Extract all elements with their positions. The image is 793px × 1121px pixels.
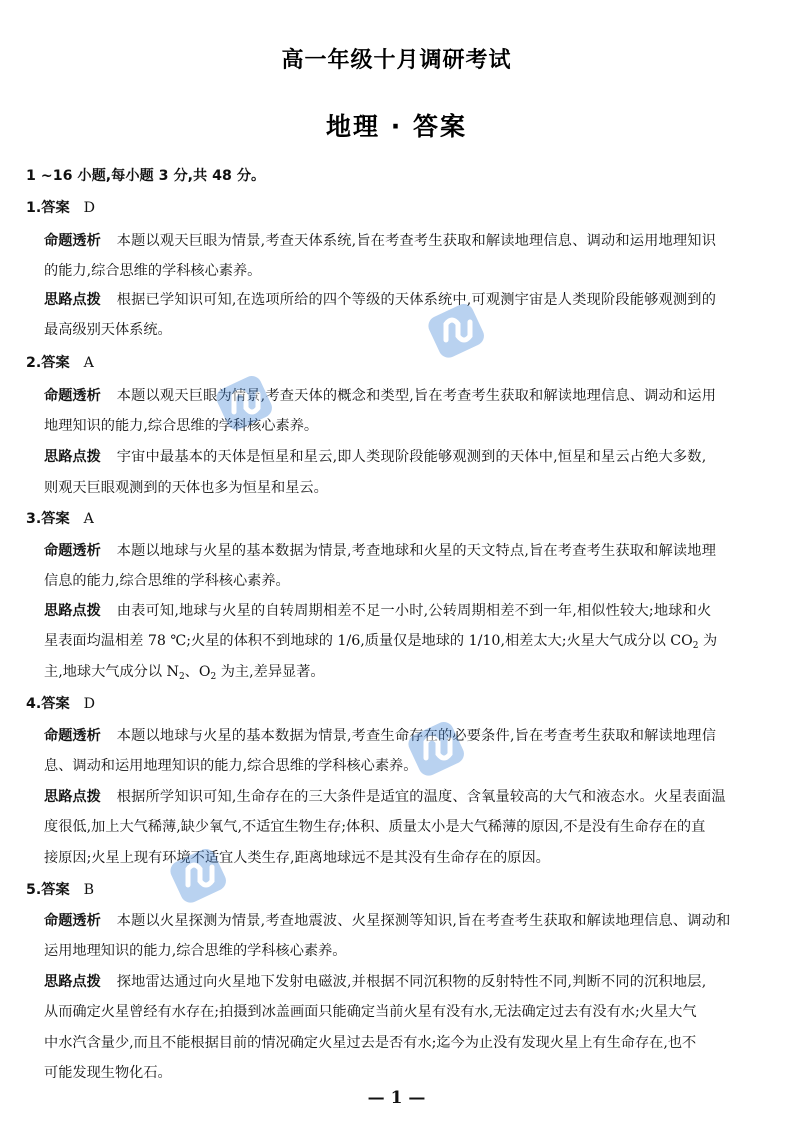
question-2-header	[26, 353, 94, 373]
analysis-label: 命题透析	[44, 913, 101, 929]
subject-title: 地理 · 答案	[326, 112, 467, 141]
q2-analysis-text-1: 本题以观天巨眼为情景,考查天体的概念和类型,旨在考查考生获取和解读地理信息、调动和运用	[116, 388, 717, 404]
q1-hint-line-1	[44, 290, 760, 310]
q4-analysis-line-2: 息、调动和运用地理知识的能力,综合思维的学科核心素养。	[44, 758, 418, 774]
exam-title: 高一年级十月调研考试	[281, 48, 512, 73]
analysis-label: 命题透析	[44, 388, 101, 404]
page-number: — 1 —	[367, 1088, 426, 1108]
q3-analysis-line-1	[44, 541, 760, 561]
q3-hint-text-1: 由表可知,地球与火星的自转周期相差不足一小时,公转周期相差不到一年,相似性较大;地球和火	[116, 603, 712, 619]
q3-hint-text-3-tail: 为主,差异显著。	[216, 664, 325, 680]
q1-analysis-text-1: 本题以观天巨眼为情景,考查天体系统,旨在考查考生获取和解读地理信息、调动和运用地理知识	[116, 233, 717, 249]
hint-label: 思路点拨	[44, 292, 101, 308]
question-number: 1.	[26, 200, 42, 216]
answer-value: D	[83, 200, 96, 216]
q3-hint-line-1	[44, 601, 760, 621]
question-number: 3.	[26, 511, 42, 527]
q3-hint-text-2-tail: 为	[698, 633, 718, 649]
q1-analysis-line-2: 的能力,综合思维的学科核心素养。	[44, 263, 262, 279]
analysis-label: 命题透析	[44, 543, 101, 559]
answer-value: D	[83, 696, 96, 712]
q3-analysis-line-2: 信息的能力,综合思维的学科核心素养。	[44, 573, 290, 589]
q5-hint-line-4: 可能发现生物化石。	[44, 1065, 172, 1081]
question-1-header	[26, 198, 95, 218]
q3-hint-text-2: 星表面均温相差 78 ℃;火星的体积不到地球的 1/6,质量仅是地球的 1/10,相差太大;火星大气成分以 CO	[44, 633, 693, 649]
q5-hint-text-1: 探地雷达通过向火星地下发射电磁波,并根据不同沉积物的反射特性不同,判断不同的沉积地层,	[116, 974, 707, 990]
subscript-2: 2	[178, 672, 185, 682]
scoring-instruction: 1 ~16 小题,每小题 3 分,共 48 分。	[26, 168, 266, 184]
q2-analysis-line-2: 地理知识的能力,综合思维的学科核心素养。	[44, 418, 319, 434]
q5-analysis-text-1: 本题以火星探测为情景,考查地震波、火星探测等知识,旨在考查考生获取和解读地理信息、调动和	[116, 913, 731, 929]
q3-hint-line-3	[44, 662, 760, 687]
q1-hint-line-2: 最高级别天体系统。	[44, 322, 172, 338]
q5-analysis-line-1	[44, 911, 760, 931]
q2-hint-text-1: 宇宙中最基本的天体是恒星和星云,即人类现阶段能够观测到的天体中,恒星和星云占绝大多数,	[116, 449, 707, 465]
answer-label: 答案	[41, 200, 70, 216]
q4-analysis-line-1	[44, 726, 760, 746]
question-4-header	[26, 694, 95, 714]
q3-hint-text-3: 主,地球大气成分以 N	[44, 664, 179, 680]
answer-value: B	[83, 882, 95, 898]
q4-hint-line-2: 度很低,加上大气稀薄,缺少氧气,不适宜生物生存;体积、质量太小是大气稀薄的原因,不是没有生命存在的直	[44, 819, 706, 835]
answer-label: 答案	[41, 511, 70, 527]
answer-value: A	[83, 355, 94, 371]
hint-label: 思路点拨	[44, 974, 101, 990]
q1-analysis-line-1	[44, 231, 760, 251]
analysis-label: 命题透析	[44, 728, 101, 744]
q4-analysis-text-1: 本题以地球与火星的基本数据为情景,考查生命存在的必要条件,旨在考查考生获取和解读地理信	[116, 728, 717, 744]
answer-label: 答案	[41, 696, 70, 712]
question-number: 2.	[26, 355, 42, 371]
q5-hint-line-1	[44, 972, 760, 992]
q2-analysis-line-1	[44, 386, 760, 406]
answer-label: 答案	[41, 882, 70, 898]
subscript-2: 2	[692, 641, 699, 651]
q5-hint-line-3: 中水汽含量少,而且不能根据目前的情况确定火星过去是否有水;迄今为止没有发现火星上有生命存在,也不	[44, 1035, 697, 1051]
q3-hint-line-2	[44, 631, 760, 656]
answer-value: A	[83, 511, 94, 527]
q4-hint-line-3: 接原因;火星上现有环境不适宜人类生存,距离地球远不是其没有生命存在的原因。	[44, 850, 550, 866]
hint-label: 思路点拨	[44, 789, 101, 805]
q2-hint-line-1	[44, 447, 760, 467]
question-5-header	[26, 880, 94, 900]
q5-analysis-line-2: 运用地理知识的能力,综合思维的学科核心素养。	[44, 943, 347, 959]
q4-hint-line-1	[44, 787, 760, 807]
question-number: 5.	[26, 882, 42, 898]
question-number: 4.	[26, 696, 42, 712]
q3-hint-text-3-mid: 、O	[184, 664, 211, 680]
hint-label: 思路点拨	[44, 449, 101, 465]
q4-hint-text-1: 根据所学知识可知,生命存在的三大条件是适宜的温度、含氧量较高的大气和液态水。火星表面温	[116, 789, 726, 805]
analysis-label: 命题透析	[44, 233, 101, 249]
question-3-header	[26, 509, 94, 529]
q3-analysis-text-1: 本题以地球与火星的基本数据为情景,考查地球和火星的天文特点,旨在考查考生获取和解读地理	[116, 543, 717, 559]
subscript-2: 2	[210, 672, 217, 682]
q5-hint-line-2: 从而确定火星曾经有水存在;拍摄到冰盖画面只能确定当前火星有没有水,无法确定过去有没有水;火星大气	[44, 1004, 697, 1020]
q2-hint-line-2: 则观天巨眼观测到的天体也多为恒星和星云。	[44, 480, 328, 496]
answer-label: 答案	[41, 355, 70, 371]
hint-label: 思路点拨	[44, 603, 101, 619]
q1-hint-text-1: 根据已学知识可知,在选项所给的四个等级的天体系统中,可观测宇宙是人类现阶段能够观测到的	[116, 292, 717, 308]
